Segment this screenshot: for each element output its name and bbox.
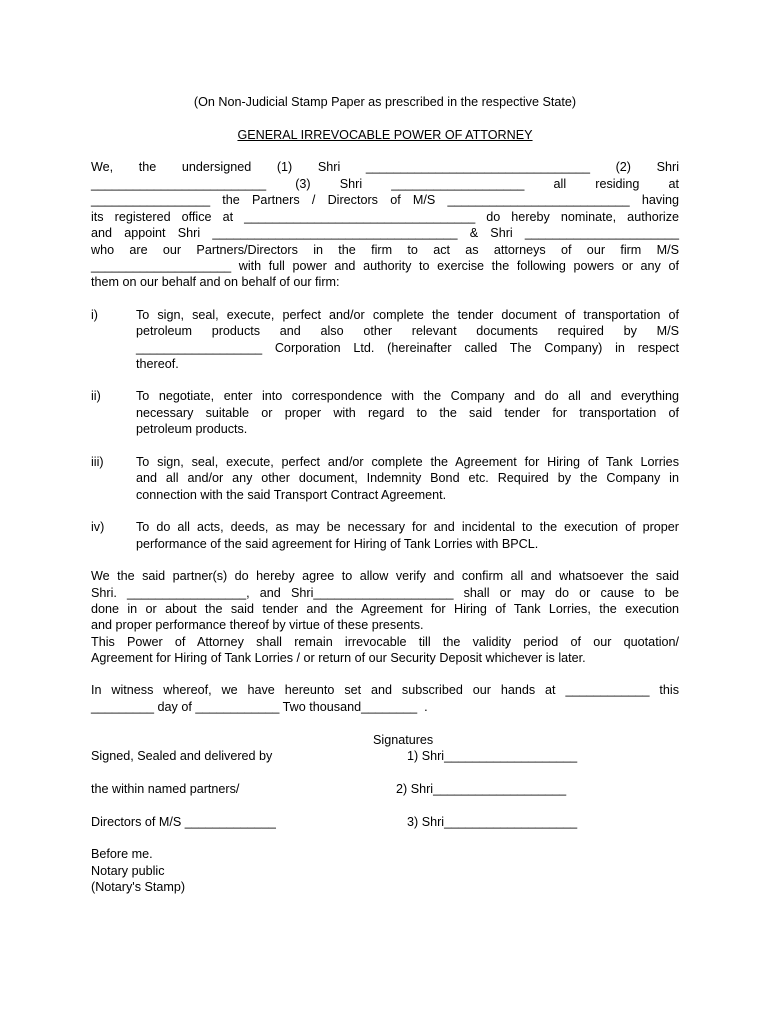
intro-line: who are our Partners/Directors in the firm to act as attorneys of our firm M/S [91, 243, 679, 257]
item-line: petroleum products. [136, 422, 248, 436]
agreement-line: done in or about the said tender and the Agreement for Hiring of Tank Lorries, the execution [91, 602, 679, 616]
witness-line: _________ day of ____________ Two thousand________ . [91, 700, 428, 714]
agreement-line: Agreement for Hiring of Tank Lorries / or return of our Security Deposit whichever is later. [91, 651, 586, 665]
item-line: connection with the said Transport Contract Agreement. [136, 488, 447, 502]
item-line: To do all acts, deeds, as may be necessary for and incidental to the execution of proper [136, 520, 679, 534]
item-line: To sign, seal, execute, perfect and/or complete the Agreement for Hiring of Tank Lorries [136, 455, 679, 469]
named-partners-label: the within named partners/ [91, 782, 240, 796]
agreement-line: and proper performance thereof by virtue of these presents. [91, 618, 424, 632]
item-line: petroleum products and also other relevant documents required by M/S [136, 324, 679, 338]
intro-line: We, the undersigned (1) Shri ________________________________ (2) Shri [91, 160, 679, 174]
item-number: ii) [91, 389, 101, 403]
item-line: and all and/or any other document, Indemnity Bond etc. Required by the Company in [136, 471, 679, 485]
item-number: iv) [91, 520, 105, 534]
notary-stamp-label: (Notary's Stamp) [91, 880, 186, 894]
document-title: GENERAL IRREVOCABLE POWER OF ATTORNEY [237, 128, 533, 142]
signed-sealed-label: Signed, Sealed and delivered by [91, 749, 273, 763]
signature-line-1: 1) Shri___________________ [407, 749, 578, 763]
signatures-heading: Signatures [373, 733, 434, 747]
item-line: To sign, seal, execute, perfect and/or complete the tender document of transportation of [136, 308, 679, 322]
item-line: thereof. [136, 357, 179, 371]
agreement-line: This Power of Attorney shall remain irrevocable till the validity period of our quotation/ [91, 635, 679, 649]
stamp-paper-note: (On Non-Judicial Stamp Paper as prescribed in the respective State) [193, 95, 577, 109]
item-line: performance of the said agreement for Hiring of Tank Lorries with BPCL. [136, 537, 539, 551]
witness-line: In witness whereof, we have hereunto set and subscribed our hands at ____________ this [91, 683, 679, 697]
intro-line: and appoint Shri ___________________________________ & Shri ______________________ [91, 226, 679, 240]
before-me-label: Before me. [91, 847, 153, 861]
agreement-line: Shri. _________________, and Shri____________________ shall or may do or cause to be [91, 586, 679, 600]
item-number: iii) [91, 455, 104, 469]
notary-public-label: Notary public [91, 864, 165, 878]
agreement-line: We the said partner(s) do hereby agree to allow verify and confirm all and whatsoever the said [91, 569, 679, 583]
item-line: necessary suitable or proper with regard to the said tender for transportation of [136, 406, 679, 420]
intro-line: ____________________ with full power and authority to exercise the following powers or any of [91, 259, 679, 273]
intro-line: them on our behalf and on behalf of our firm: [91, 275, 340, 289]
signature-line-3: 3) Shri___________________ [407, 815, 578, 829]
signature-line-2: 2) Shri___________________ [396, 782, 567, 796]
item-line: To negotiate, enter into correspondence with the Company and do all and everything [136, 389, 679, 403]
item-line: __________________ Corporation Ltd. (hereinafter called The Company) in respect [136, 341, 679, 355]
item-number: i) [91, 308, 98, 322]
intro-line: _________________ the Partners / Directors of M/S __________________________ having [91, 193, 679, 207]
intro-line: its registered office at _________________________________ do hereby nominate, authorize [91, 210, 679, 224]
intro-line: _________________________ (3) Shri ___________________ all residing at [91, 177, 679, 191]
directors-label: Directors of M/S _____________ [91, 815, 276, 829]
